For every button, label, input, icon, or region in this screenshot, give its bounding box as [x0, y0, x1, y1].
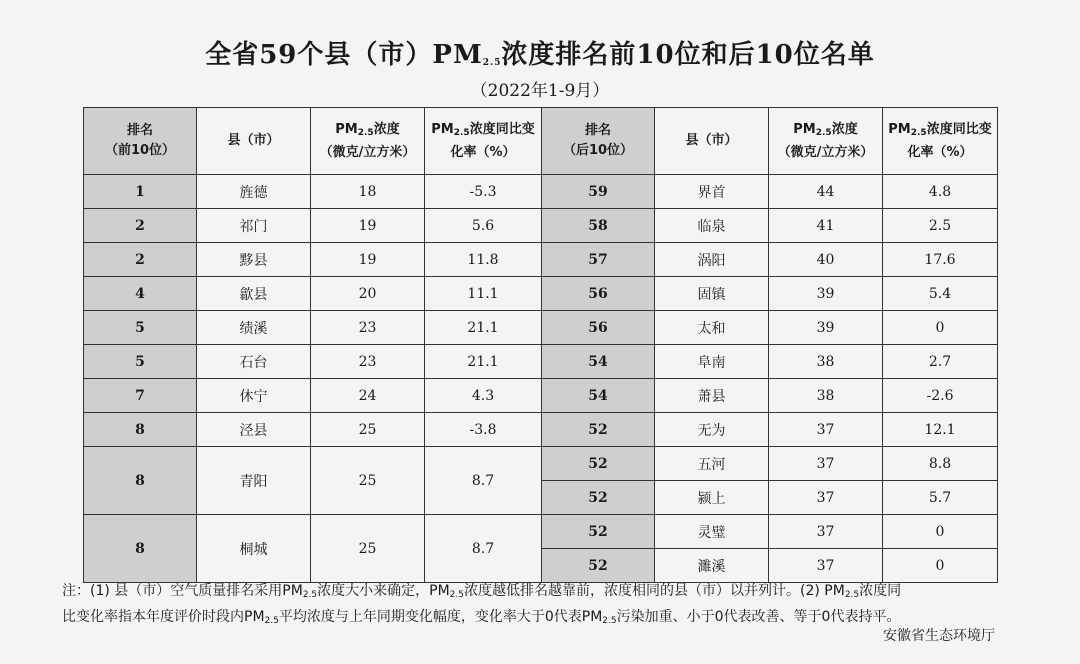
top-rank-cell: 8 — [84, 413, 197, 447]
table-row — [84, 379, 998, 413]
top-county-cell: 旌德 — [197, 175, 311, 209]
top-county-cell: 泾县 — [197, 413, 311, 447]
top-pm25-cell: 24 — [311, 379, 425, 413]
header-county: 县（市） — [197, 108, 311, 175]
bottom-pm25-cell: 41 — [769, 209, 883, 243]
bottom-pm25-cell: 38 — [769, 345, 883, 379]
bottom-county-cell: 萧县 — [655, 379, 769, 413]
top-change-rate-cell: 8.7 — [425, 515, 542, 583]
bottom-rank-cell: 52 — [542, 481, 655, 515]
bottom-county-cell: 阜南 — [655, 345, 769, 379]
bottom-county-cell: 五河 — [655, 447, 769, 481]
bottom-county-cell: 固镇 — [655, 277, 769, 311]
top-pm25-cell: 20 — [311, 277, 425, 311]
bottom-rank-cell: 58 — [542, 209, 655, 243]
bottom-rank-cell: 52 — [542, 413, 655, 447]
bottom-pm25-cell: 39 — [769, 311, 883, 345]
bottom-change-rate-cell: 0 — [883, 311, 998, 345]
top-pm25-cell: 23 — [311, 311, 425, 345]
top-rank-cell: 2 — [84, 243, 197, 277]
top-rank-cell: 7 — [84, 379, 197, 413]
top-pm25-cell: 25 — [311, 447, 425, 515]
bottom-pm25-cell: 44 — [769, 175, 883, 209]
table-row — [84, 209, 998, 243]
top-change-rate-cell: 8.7 — [425, 447, 542, 515]
header-county: 县（市） — [655, 108, 769, 175]
bottom-rank-cell: 57 — [542, 243, 655, 277]
bottom-change-rate-cell: 4.8 — [883, 175, 998, 209]
header-rank-top: 排名 （前10位） — [84, 108, 197, 175]
bottom-pm25-cell: 38 — [769, 379, 883, 413]
bottom-rank-cell: 54 — [542, 379, 655, 413]
bottom-pm25-cell: 37 — [769, 515, 883, 549]
bottom-pm25-cell: 37 — [769, 481, 883, 515]
bottom-change-rate-cell: 5.4 — [883, 277, 998, 311]
top-change-rate-cell: 4.3 — [425, 379, 542, 413]
top-county-cell: 石台 — [197, 345, 311, 379]
bottom-county-cell: 界首 — [655, 175, 769, 209]
top-county-cell: 绩溪 — [197, 311, 311, 345]
footnote-line-1: 注：(1) 县（市）空气质量排名采用$PM_{2.5}$浓度大小来确定，$PM_{2.5}$浓度越低排名越靠前，浓度相同的县（市）以并列计。(2) $PM_{2.5}$浓度同 — [62, 583, 902, 600]
top-pm25-cell: 19 — [311, 209, 425, 243]
top-pm25-cell: 25 — [311, 413, 425, 447]
top-rank-cell: 5 — [84, 311, 197, 345]
top-pm25-cell: 18 — [311, 175, 425, 209]
bottom-pm25-cell: 39 — [769, 277, 883, 311]
header-rank-bottom: 排名 （后10位） — [542, 108, 655, 175]
header-change-rate: $PM_{2.5}$浓度同比变 化率（%） — [883, 108, 998, 175]
table-row — [84, 515, 998, 549]
bottom-rank-cell: 52 — [542, 549, 655, 583]
top-county-cell: 歙县 — [197, 277, 311, 311]
top-rank-cell: 1 — [84, 175, 197, 209]
top-pm25-cell: 19 — [311, 243, 425, 277]
bottom-rank-cell: 52 — [542, 515, 655, 549]
issuer-signature: 安徽省生态环境厅 — [883, 628, 995, 644]
top-rank-cell: 8 — [84, 447, 197, 515]
bottom-county-cell: 无为 — [655, 413, 769, 447]
top-rank-cell: 4 — [84, 277, 197, 311]
bottom-change-rate-cell: 2.7 — [883, 345, 998, 379]
table-row — [84, 311, 998, 345]
bottom-county-cell: 颍上 — [655, 481, 769, 515]
top-change-rate-cell: -5.3 — [425, 175, 542, 209]
top-rank-cell: 8 — [84, 515, 197, 583]
top-county-cell: 桐城 — [197, 515, 311, 583]
page-title: 全省59个县（市）$PM_{2.5}$浓度排名前10位和后10位名单 — [205, 40, 875, 70]
bottom-change-rate-cell: 0 — [883, 515, 998, 549]
ranking-table — [83, 107, 998, 583]
top-change-rate-cell: 5.6 — [425, 209, 542, 243]
bottom-rank-cell: 59 — [542, 175, 655, 209]
bottom-change-rate-cell: 2.5 — [883, 209, 998, 243]
table-row — [84, 277, 998, 311]
header-pm25-concentration: $PM_{2.5}$浓度 （微克/立方米） — [769, 108, 883, 175]
bottom-rank-cell: 56 — [542, 277, 655, 311]
top-county-cell: 祁门 — [197, 209, 311, 243]
bottom-change-rate-cell: 0 — [883, 549, 998, 583]
date-range-subtitle: （2022年1-9月） — [470, 81, 610, 101]
top-change-rate-cell: -3.8 — [425, 413, 542, 447]
top-change-rate-cell: 11.8 — [425, 243, 542, 277]
bottom-pm25-cell: 37 — [769, 413, 883, 447]
table-row — [84, 175, 998, 209]
table-header-row — [84, 108, 998, 175]
table-body — [84, 175, 998, 583]
bottom-change-rate-cell: -2.6 — [883, 379, 998, 413]
table-row — [84, 413, 998, 447]
top-change-rate-cell: 21.1 — [425, 311, 542, 345]
bottom-change-rate-cell: 17.6 — [883, 243, 998, 277]
table-row — [84, 243, 998, 277]
header-pm25-concentration: $PM_{2.5}$浓度 （微克/立方米） — [311, 108, 425, 175]
bottom-rank-cell: 52 — [542, 447, 655, 481]
bottom-rank-cell: 54 — [542, 345, 655, 379]
top-county-cell: 休宁 — [197, 379, 311, 413]
top-pm25-cell: 23 — [311, 345, 425, 379]
bottom-county-cell: 太和 — [655, 311, 769, 345]
bottom-county-cell: 濉溪 — [655, 549, 769, 583]
header-change-rate: $PM_{2.5}$浓度同比变 化率（%） — [425, 108, 542, 175]
top-county-cell: 黟县 — [197, 243, 311, 277]
bottom-county-cell: 灵璧 — [655, 515, 769, 549]
top-county-cell: 青阳 — [197, 447, 311, 515]
table-row — [84, 345, 998, 379]
top-change-rate-cell: 21.1 — [425, 345, 542, 379]
bottom-county-cell: 临泉 — [655, 209, 769, 243]
bottom-change-rate-cell: 5.7 — [883, 481, 998, 515]
bottom-change-rate-cell: 12.1 — [883, 413, 998, 447]
top-rank-cell: 2 — [84, 209, 197, 243]
bottom-pm25-cell: 40 — [769, 243, 883, 277]
bottom-pm25-cell: 37 — [769, 549, 883, 583]
top-rank-cell: 5 — [84, 345, 197, 379]
top-change-rate-cell: 11.1 — [425, 277, 542, 311]
footnote-line-2: 比变化率指本年度评价时段内$PM_{2.5}$平均浓度与上年同期变化幅度，变化率大于0代表$PM_{2.5}$污染加重、小于0代表改善、等于0代表持平。 — [62, 609, 901, 626]
table-row — [84, 447, 998, 481]
bottom-pm25-cell: 37 — [769, 447, 883, 481]
bottom-county-cell: 涡阳 — [655, 243, 769, 277]
top-pm25-cell: 25 — [311, 515, 425, 583]
bottom-rank-cell: 56 — [542, 311, 655, 345]
bottom-change-rate-cell: 8.8 — [883, 447, 998, 481]
